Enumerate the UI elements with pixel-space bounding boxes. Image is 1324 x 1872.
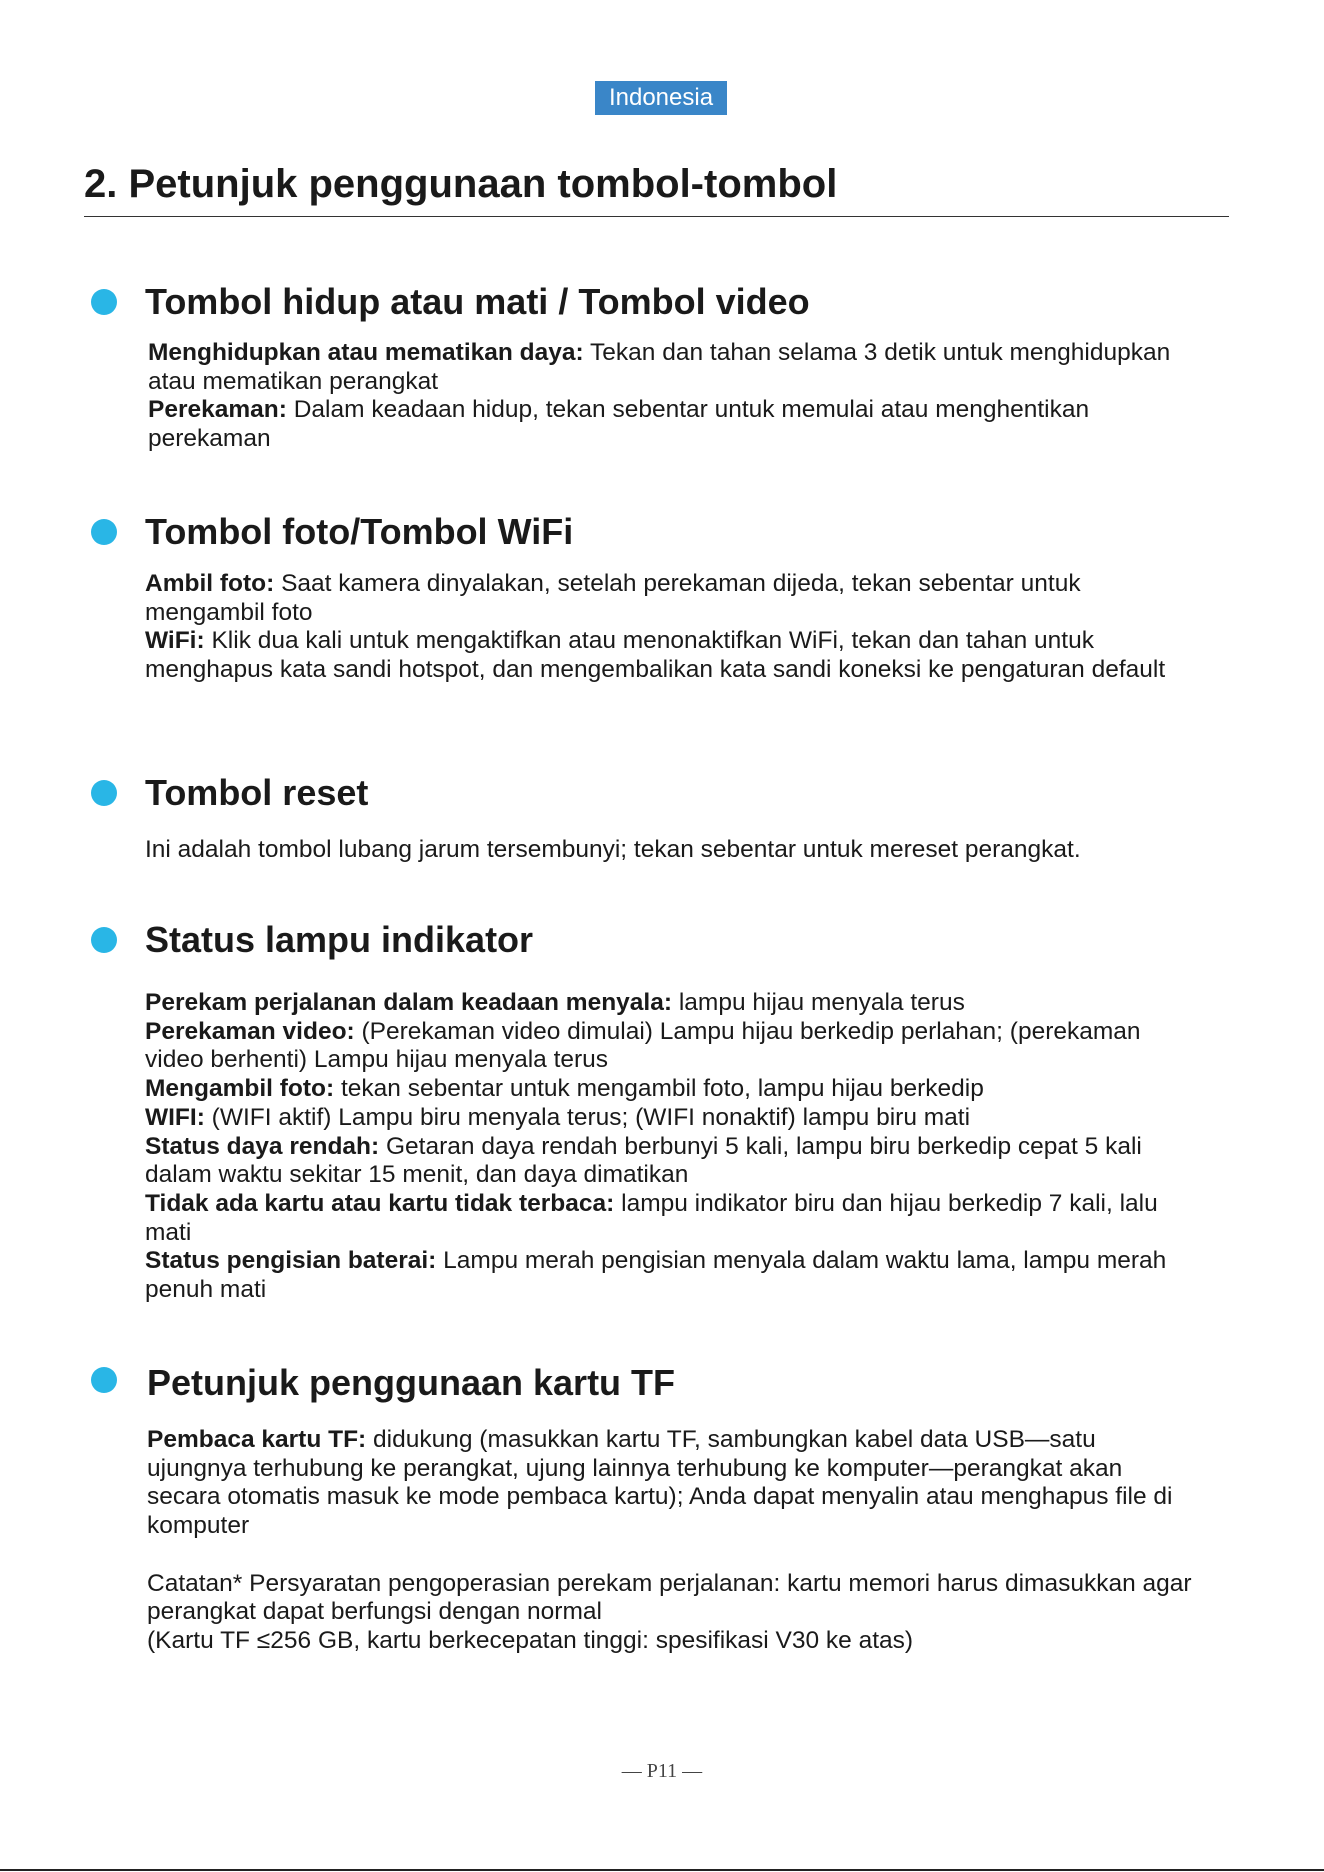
body-item bbox=[147, 1426, 1197, 1541]
item-text: didukung (masukkan kartu TF, sambungkan kabel data USB—satu ujungnya terhubung ke perangkat, ujung lainnya terhubung ke komputer—perangkat akan secara otomatis masuk ke mode pembaca kartu); Anda dapat menyalin atau menghapus file di komputer bbox=[147, 1426, 1173, 1540]
item-label: Mengambil foto: bbox=[145, 1075, 335, 1103]
bullet-dot-icon bbox=[91, 780, 117, 806]
body-item bbox=[145, 989, 1195, 1018]
section-body bbox=[148, 339, 1198, 454]
item-text: lampu indikator biru dan hijau berkedip 7 kali, lalu mati bbox=[145, 1189, 1158, 1246]
section-body bbox=[145, 989, 1195, 1305]
item-label: Perekaman: bbox=[148, 396, 287, 424]
item-text: tekan sebentar untuk mengambil foto, lampu hijau berkedip bbox=[334, 1075, 984, 1103]
page-bottom-border bbox=[0, 1869, 1324, 1871]
section-title: Tombol reset bbox=[145, 772, 369, 813]
note-line: (Kartu TF ≤256 GB, kartu berkecepatan tinggi: spesifikasi V30 ke atas) bbox=[147, 1626, 914, 1654]
item-label: WiFi: bbox=[145, 627, 205, 655]
bullet-dot-icon bbox=[91, 519, 117, 545]
item-label: Status daya rendah: bbox=[145, 1132, 380, 1160]
body-item bbox=[145, 1133, 1195, 1190]
bullet-dot-icon bbox=[91, 289, 117, 315]
section-body bbox=[145, 836, 1195, 865]
item-label: Tidak ada kartu atau kartu tidak terbaca: bbox=[145, 1189, 615, 1217]
item-text: Saat kamera dinyalakan, setelah perekaman dijeda, tekan sebentar untuk mengambil foto bbox=[145, 570, 1081, 626]
body-item bbox=[145, 1018, 1195, 1075]
title-divider bbox=[84, 216, 1229, 217]
item-text: Tekan dan tahan selama 3 detik untuk menghidupkan atau mematikan perangkat bbox=[148, 339, 1171, 395]
page-title: 2. Petunjuk penggunaan tombol-tombol bbox=[84, 162, 838, 206]
bullet-dot-icon bbox=[91, 1367, 117, 1393]
item-label: Perekam perjalanan dalam keadaan menyala: bbox=[145, 989, 673, 1016]
item-label: Menghidupkan atau mematikan daya: bbox=[148, 339, 584, 366]
item-text: lampu hijau menyala terus bbox=[672, 989, 965, 1016]
item-text: Ini adalah tombol lubang jarum tersembunyi; tekan sebentar untuk mereset perangkat. bbox=[145, 836, 1081, 863]
item-text: Lampu merah pengisian menyala dalam waktu lama, lampu merah penuh mati bbox=[145, 1247, 1167, 1304]
section-title: Petunjuk penggunaan kartu TF bbox=[147, 1362, 676, 1403]
section-title: Tombol foto/Tombol WiFi bbox=[145, 511, 574, 552]
item-label: Pembaca kartu TF: bbox=[147, 1426, 367, 1453]
body-item bbox=[145, 1075, 1195, 1104]
body-item bbox=[145, 1104, 1195, 1133]
item-label: Status pengisian baterai: bbox=[145, 1247, 437, 1275]
bullet-dot-icon bbox=[91, 927, 117, 953]
item-text: Klik dua kali untuk mengaktifkan atau menonaktifkan WiFi, tekan dan tahan untuk menghapus kata sandi hotspot, dan mengembalikan kata sandi koneksi ke pengaturan default bbox=[145, 627, 1166, 684]
item-text: (WIFI aktif) Lampu biru menyala terus; (WIFI nonaktif) lampu biru mati bbox=[204, 1103, 971, 1131]
body-item bbox=[145, 570, 1195, 627]
body-item bbox=[145, 627, 1195, 684]
section-body bbox=[147, 1426, 1197, 1656]
note-line: Catatan* Persyaratan pengoperasian perekam perjalanan: kartu memori harus dimasukkan agar perangkat dapat berfungsi dengan normal bbox=[147, 1569, 1192, 1626]
item-text: Getaran daya rendah berbunyi 5 kali, lampu biru berkedip cepat 5 kali dalam waktu sekitar 15 menit, dan daya dimatikan bbox=[145, 1132, 1142, 1189]
section-title: Tombol hidup atau mati / Tombol video bbox=[145, 281, 810, 322]
body-item bbox=[148, 396, 1198, 453]
body-item bbox=[145, 836, 1195, 865]
language-badge: Indonesia bbox=[595, 81, 727, 115]
page-number: — P11 — bbox=[621, 1760, 703, 1782]
body-item bbox=[145, 1190, 1195, 1247]
item-label: WIFI: bbox=[145, 1103, 205, 1131]
body-item bbox=[148, 339, 1198, 396]
item-label: Ambil foto: bbox=[145, 570, 275, 597]
item-label: Perekaman video: bbox=[145, 1017, 355, 1045]
item-text: (Perekaman video dimulai) Lampu hijau berkedip perlahan; (perekaman video berhenti) Lampu hijau menyala terus bbox=[145, 1017, 1141, 1074]
section-title: Status lampu indikator bbox=[145, 919, 534, 960]
paragraph-gap bbox=[147, 1541, 1197, 1570]
body-item bbox=[145, 1247, 1195, 1304]
section-body bbox=[145, 570, 1195, 685]
item-text: Dalam keadaan hidup, tekan sebentar untuk memulai atau menghentikan perekaman bbox=[148, 396, 1090, 453]
